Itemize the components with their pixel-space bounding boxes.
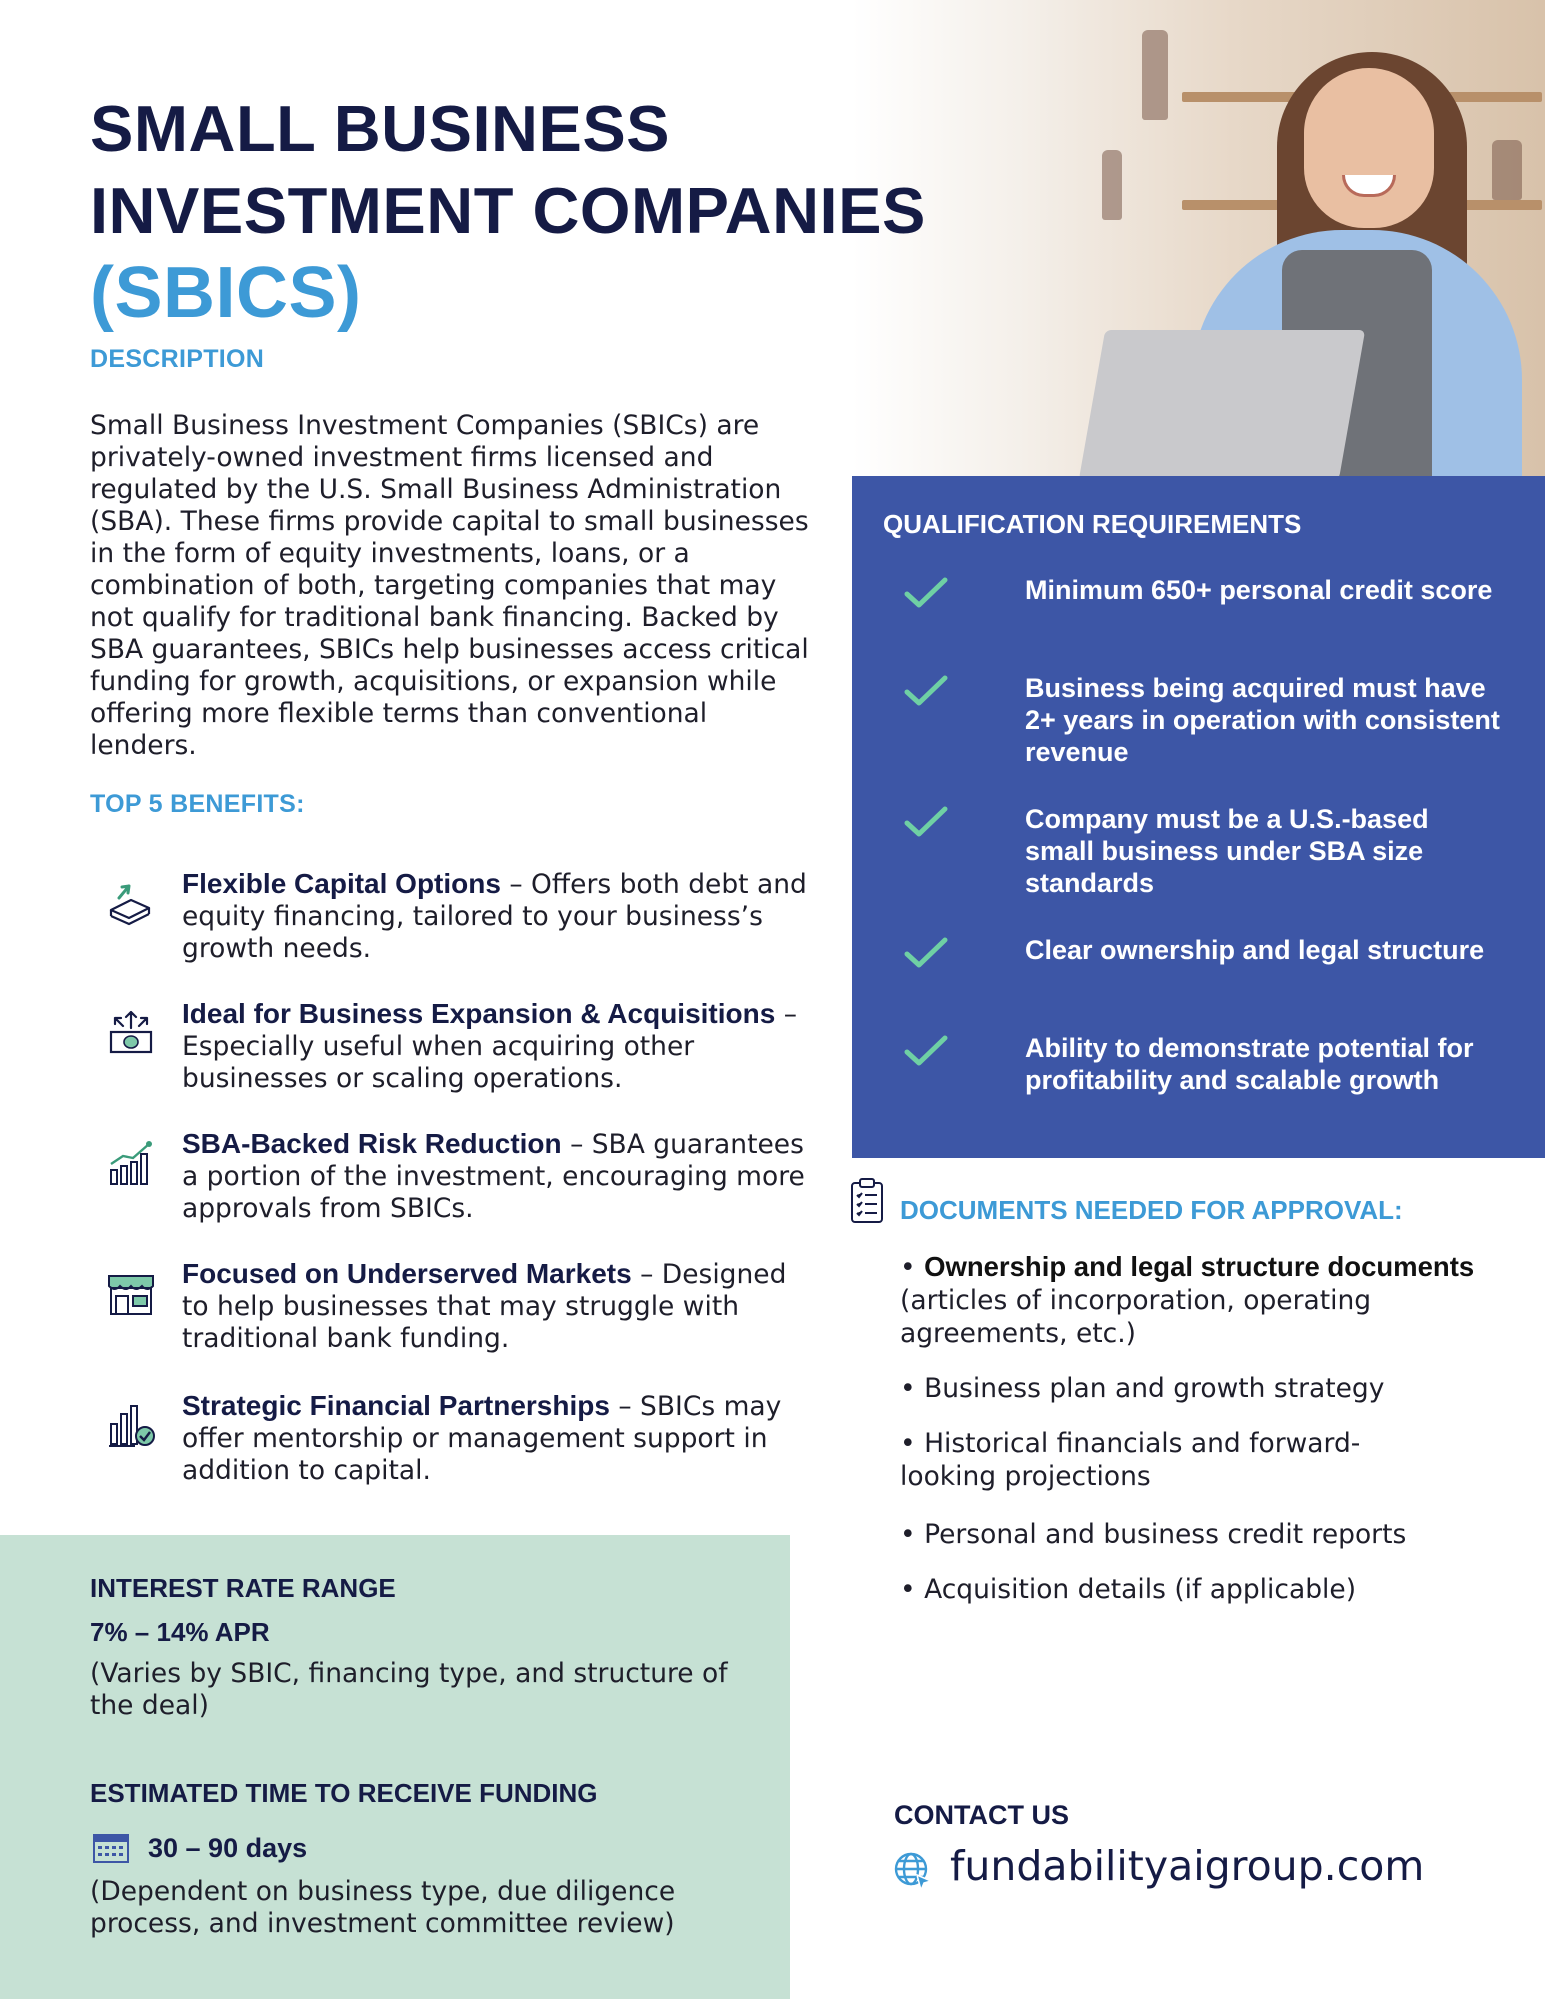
document-text: Personal and business credit reports xyxy=(924,1519,1407,1550)
globe-icon xyxy=(893,1851,933,1891)
bar-chart-icon xyxy=(105,1136,157,1188)
benefit-text: – Designed to help businesses that may struggle with traditional bank funding. xyxy=(182,1259,787,1354)
title-line-1: SMALL BUSINESS xyxy=(90,92,671,165)
check-icon xyxy=(904,576,948,610)
document-bold-text: Ownership and legal structure documents xyxy=(924,1251,1475,1282)
document-item: • Personal and business credit reports xyxy=(900,1519,1407,1550)
money-growth-icon xyxy=(105,876,157,928)
document-text: (articles of incorporation, operating agreements, etc.) xyxy=(900,1285,1372,1349)
description-label: DESCRIPTION xyxy=(90,345,265,373)
benefit-text: – Especially useful when acquiring other businesses or scaling operations. xyxy=(182,999,797,1094)
interest-label: INTEREST RATE RANGE xyxy=(90,1573,396,1603)
benefits-label: TOP 5 BENEFITS: xyxy=(90,790,305,818)
description-text: Small Business Investment Companies (SBICs) are privately-owned investment firms licensed and regulated by the U.S. Small Business Administration (SBA). These firms provide capital to small businesses in the form of equity investments, loans, or a combination of both, targeting companies that may not qualify for traditional bank financing. Backed by SBA guarantees, SBICs help businesses access critical funding for growth, acquisitions, or expansion while offering more flexible terms than conventional lenders. xyxy=(90,410,809,761)
benefit-title: SBA-Backed Risk Reduction xyxy=(182,1128,562,1159)
benefit-title: Ideal for Business Expansion & Acquisitions xyxy=(182,998,776,1029)
document-item: • Ownership and legal structure documents (articles of incorporation, operating agreements, etc.) xyxy=(900,1251,1475,1349)
benefit-text: – SBA guarantees a portion of the investment, encouraging more approvals from SBICs. xyxy=(182,1129,805,1224)
funding-time-note: (Dependent on business type, due diligence process, and investment committee review) xyxy=(90,1876,676,1939)
contact-website-link[interactable]: fundabilityaigroup.com xyxy=(950,1842,1425,1890)
contact-label: CONTACT US xyxy=(894,1800,1069,1830)
document-text: Historical financials and forward-looking projections xyxy=(900,1428,1361,1492)
calendar-icon xyxy=(92,1830,130,1864)
requirement-text: Business being acquired must have 2+ years in operation with consistent revenue xyxy=(1025,673,1500,767)
funding-time-value: 30 – 90 days xyxy=(148,1833,308,1863)
interest-value: 7% – 14% APR xyxy=(90,1617,270,1647)
requirement-text: Ability to demonstrate potential for profitability and scalable growth xyxy=(1025,1033,1474,1095)
clipboard-icon xyxy=(850,1178,884,1224)
qualification-label: QUALIFICATION REQUIREMENTS xyxy=(883,509,1302,539)
chart-check-icon xyxy=(105,1398,157,1450)
document-text: Acquisition details (if applicable) xyxy=(924,1574,1357,1605)
benefit-title: Flexible Capital Options xyxy=(182,868,501,899)
document-item: • Acquisition details (if applicable) xyxy=(900,1574,1357,1605)
documents-label: DOCUMENTS NEEDED FOR APPROVAL: xyxy=(900,1195,1403,1225)
page-title xyxy=(90,88,990,334)
cash-arrows-icon xyxy=(105,1006,157,1058)
document-item: • Historical financials and forward-looking projections xyxy=(900,1428,1361,1492)
document-text: Business plan and growth strategy xyxy=(924,1373,1385,1404)
check-icon xyxy=(904,674,948,708)
benefit-text: – SBICs may offer mentorship or management support in addition to capital. xyxy=(182,1391,782,1486)
requirement-text: Clear ownership and legal structure xyxy=(1025,935,1485,965)
storefront-icon xyxy=(105,1266,157,1318)
benefit-text: – Offers both debt and equity financing, tailored to your business’s growth needs. xyxy=(182,869,807,964)
benefit-title: Focused on Underserved Markets xyxy=(182,1258,632,1289)
funding-time-label: ESTIMATED TIME TO RECEIVE FUNDING xyxy=(90,1778,598,1808)
document-item: • Business plan and growth strategy xyxy=(900,1373,1385,1404)
check-icon xyxy=(904,936,948,970)
benefit-title: Strategic Financial Partnerships xyxy=(182,1390,610,1421)
requirement-text: Minimum 650+ personal credit score xyxy=(1025,575,1493,605)
title-accent: (SBICS) xyxy=(90,253,362,333)
check-icon xyxy=(904,805,948,839)
interest-note: (Varies by SBIC, financing type, and structure of the deal) xyxy=(90,1658,728,1721)
requirement-text: Company must be a U.S.-based small business under SBA size standards xyxy=(1025,804,1429,898)
title-line-2: INVESTMENT COMPANIES xyxy=(90,174,926,247)
check-icon xyxy=(904,1034,948,1068)
qualification-panel xyxy=(852,476,1545,1158)
